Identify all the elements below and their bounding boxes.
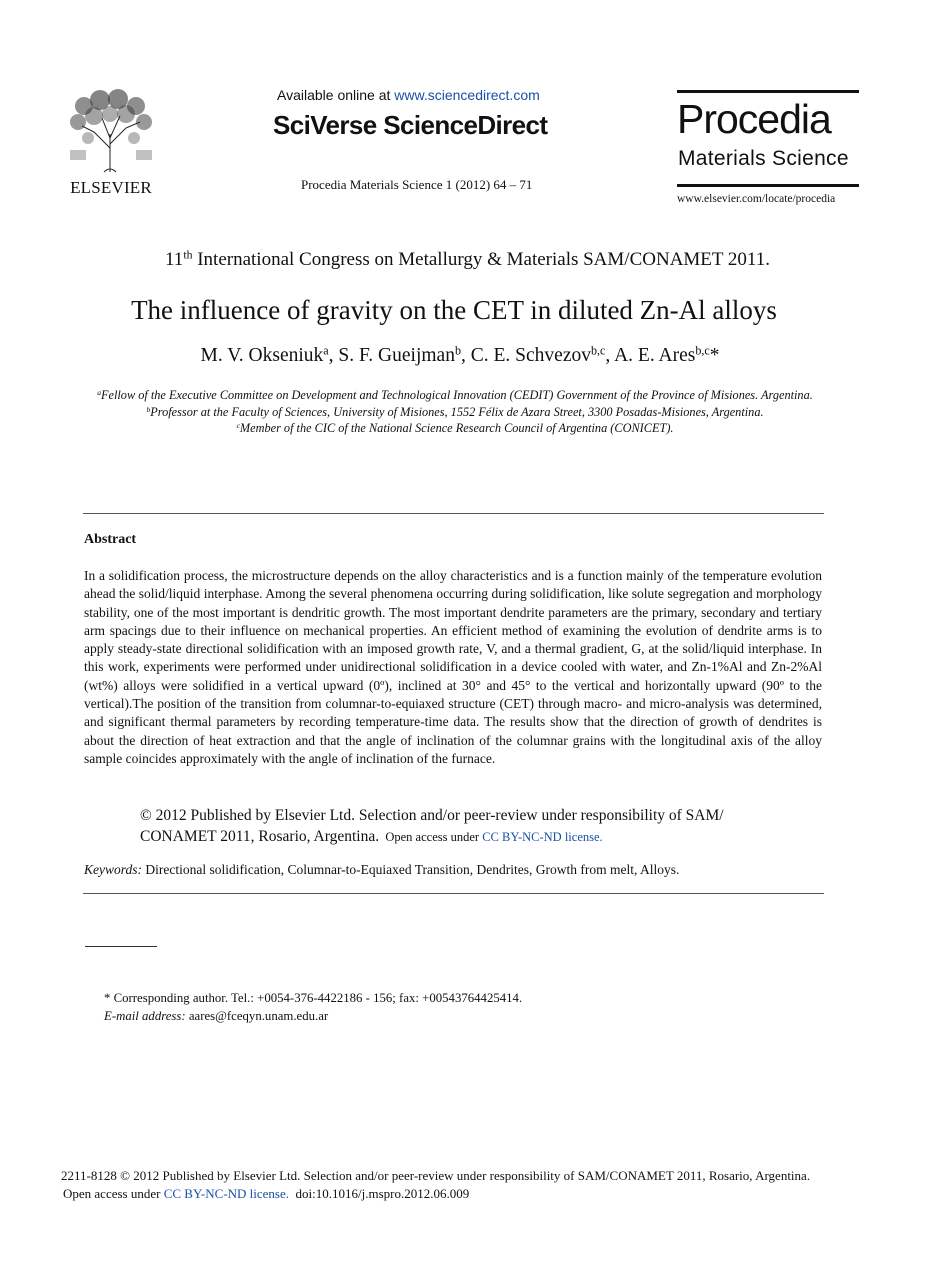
footer-license-link[interactable]: CC BY-NC-ND license. — [163, 1186, 290, 1201]
footnote-block — [104, 990, 522, 1025]
abstract-body: In a solidification process, the microstructure depends on the alloy characteristics and is a function mainly of the temperature evolution ahead the solid/liquid interphase. Among the several phenomena occurring during solidification, like solute segregation and morphology stability, one of the most important is dendritic growth. The most important dendrite parameters are the primary, secondary and tertiary arm spacings due to their influence on mechanical properties. An efficient method of examining the evolution of dendrite arms is to apply steady-state directional solidification with an imposed growth rate, V, and a thermal gradient, G, at the solid/liquid interphase. In this work, experiments were performed under unidirectional solidification in a device cooled with water, and Zn-1%Al and Zn-2%Al (wt%) alloys were solidified in a vertical upward (0º), inclined at 30° and 45° to the vertical and horizontally upward (90º to the vertical).The position of the transition from columnar-to-equiaxed structure (CET) through macro- and micro-analysis was determined, and significant thermal parameters by recording temperature-time data. The results show that the direction of growth of dendrites is about the direction of heat extraction and that the angle of inclination of the columnar grains with the longitudinal axis of the alloy sample coincides approximately with the angle of inclination of the furnace. — [84, 568, 822, 766]
page-footer — [61, 1167, 810, 1203]
conference-ordinal: th — [183, 248, 193, 262]
conference-name: International Congress on Metallurgy & Materials SAM/CONAMET 2011. — [192, 249, 770, 270]
license-link[interactable]: CC BY-NC-ND license. — [482, 830, 603, 844]
procedia-url[interactable]: www.elsevier.com/locate/procedia — [677, 193, 836, 205]
elsevier-tree-icon — [64, 88, 158, 174]
copyright-line-1: © 2012 Published by Elsevier Ltd. Selection and/or peer-review under responsibility of SAM/ — [140, 807, 724, 824]
abstract-heading: Abstract — [84, 532, 137, 547]
corresponding-author: * Corresponding author. Tel.: +0054-376-4422186 - 156; fax: +00543764425414. — [104, 991, 523, 1005]
corresponding-mark: * — [709, 345, 720, 366]
author-3: C. E. Schvezov$^{b,c}$, — [470, 343, 615, 366]
author-4: A. E. Ares$^{b,c}$* — [614, 343, 720, 366]
procedia-top-rule — [677, 90, 859, 93]
sciencedirect-link[interactable]: www.sciencedirect.com — [394, 87, 540, 103]
footer-line-2: Open access under CC BY-NC-ND license. doi:10.1016/j.mspro.2012.06.009 — [63, 1186, 470, 1201]
sciverse-logo: SciVerse ScienceDirect — [273, 110, 548, 140]
footer-line-1: 2211-8128 © 2012 Published by Elsevier Ltd. Selection and/or peer-review under responsibility of SAM/CONAMET 2011, Rosario, Argentina. — [61, 1168, 811, 1183]
affiliations — [90, 387, 820, 437]
author-2: S. F. Gueijman$^b$, — [338, 343, 471, 366]
paper-title: The influence of gravity on the CET in diluted Zn-Al alloys — [131, 295, 777, 325]
conference-number: 11 — [165, 249, 184, 270]
footnote-rule — [85, 946, 157, 947]
procedia-wordmark: Procedia — [677, 96, 831, 142]
doi[interactable]: doi:10.1016/j.mspro.2012.06.009 — [289, 1186, 470, 1201]
available-prefix: Available online at — [277, 87, 395, 103]
affiliation-a: $^a$Fellow of the Executive Committee on Development and Technological Innovation (CEDIT) Government of the Province of Misiones. Argentina. — [97, 387, 813, 402]
available-online — [277, 87, 540, 103]
copyright-line-2: CONAMET 2011, Rosario, Argentina. Open access under CC BY-NC-ND license. — [140, 828, 603, 845]
abstract-top-rule — [83, 513, 824, 514]
email-address[interactable]: aares@fceqyn.unam.edu.ar — [185, 1008, 329, 1023]
procedia-bottom-rule — [677, 184, 859, 187]
author-list — [0, 345, 920, 367]
elsevier-wordmark: ELSEVIER — [70, 178, 152, 197]
affiliation-c: $^c$Member of the CIC of the National Science Research Council of Argentina (CONICET). — [236, 420, 674, 435]
abstract-bottom-rule — [83, 893, 824, 894]
keywords-label: Keywords: — [84, 862, 142, 877]
procedia-logo — [677, 90, 859, 190]
elsevier-logo — [64, 88, 158, 197]
keywords-text: Directional solidification, Columnar-to-Equiaxed Transition, Dendrites, Growth from melt, Alloys. — [142, 862, 680, 877]
keywords — [84, 862, 679, 878]
copyright-block — [140, 805, 724, 848]
open-access-prefix: Open access under — [385, 830, 483, 844]
author-1: M. V. Okseniuk$^a$, — [200, 343, 339, 366]
affiliation-b: $^b$Professor at the Faculty of Sciences, University of Misiones, 1552 Félix de Azara Street, 3300 Posadas-Misiones, Argentina. — [146, 404, 764, 419]
journal-citation: Procedia Materials Science 1 (2012) 64 – 71 — [301, 177, 533, 192]
conference-line — [0, 249, 935, 271]
procedia-subtitle: Materials Science — [678, 147, 849, 170]
email-line: E-mail address: aares@fceqyn.unam.edu.ar — [104, 1008, 329, 1023]
